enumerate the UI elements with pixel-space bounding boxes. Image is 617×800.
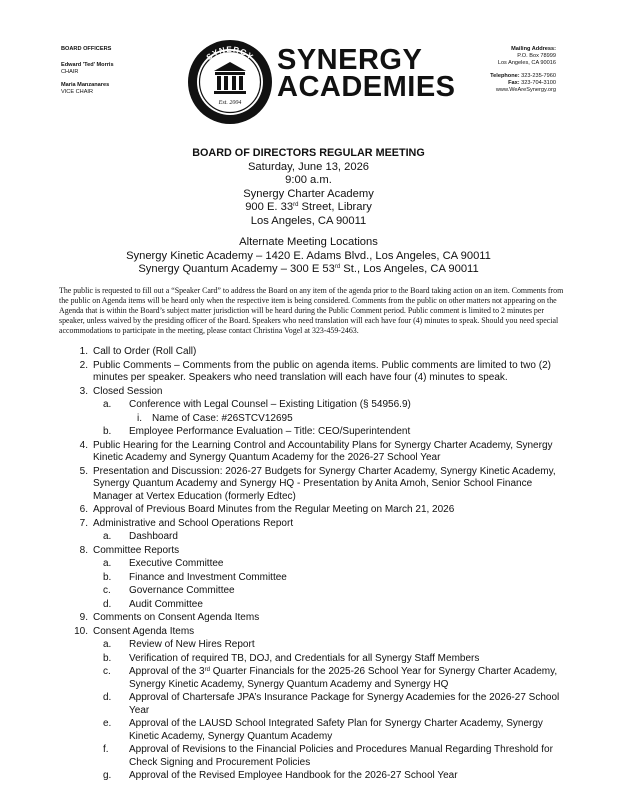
- agenda-item-3b: b. Employee Performance Evaluation – Title: CEO/Superintendent: [103, 426, 411, 437]
- fax-label: Fax:: [508, 80, 520, 86]
- meeting-location: Synergy Charter Academy: [243, 187, 374, 200]
- board-officers: [61, 46, 114, 96]
- svg-text:SYNERGY: SYNERGY: [204, 44, 256, 62]
- agenda-item-10e: e. Approval of the LAUSD School Integrated Safety Plan for Synergy Charter Academy, Synergy Kinetic Academy, Synergy Quantum Academy: [103, 718, 543, 742]
- alternate-locations: [0, 236, 617, 277]
- brand-line-2: ACADEMIES: [277, 71, 456, 103]
- telephone-line: [490, 73, 556, 80]
- mailing-label: Mailing Address:: [511, 46, 556, 52]
- fax-line: [490, 80, 556, 87]
- agenda-item-4: 4. Public Hearing for the Learning Control and Accountability Plans for Synergy Charter Academy, Synergy Kinetic Academy and Synergy Quantum Academy for the 2026-27 School Year: [79, 439, 553, 463]
- agenda-item-8b: b. Finance and Investment Committee: [103, 571, 287, 583]
- agenda-item-7a: a. Dashboard: [103, 531, 178, 542]
- meeting-info: [0, 147, 617, 228]
- synergy-seal-logo: [186, 38, 274, 126]
- contact-block: [490, 46, 556, 94]
- svg-text:Est. 2004: Est. 2004: [218, 100, 242, 106]
- alternate-location-2: Synergy Quantum Academy – 300 E 53rd St., Los Angeles, CA 90011: [138, 263, 479, 275]
- agenda-item-8d: d. Audit Committee: [103, 598, 203, 610]
- agenda-item-10a: a. Review of New Hires Report: [103, 639, 255, 650]
- agenda-item-10d: d. Approval of Chartersafe JPA’s Insurance Package for Synergy Academies for the 2026-27 School Year: [103, 692, 560, 716]
- po-box: P.O. Box 78999: [517, 53, 556, 59]
- vice-chair-title: VICE CHAIR: [61, 89, 94, 95]
- vice-chair-name: Maria Manzanares: [61, 82, 110, 88]
- alternate-heading: Alternate Meeting Locations: [239, 236, 378, 248]
- brand-line-1: SYNERGY: [277, 44, 423, 76]
- meeting-date: Saturday, June 13, 2026: [247, 160, 370, 173]
- agenda-item-10g: g. Approval of the Revised Employee Handbook for the 2026-27 School Year: [103, 770, 458, 781]
- agenda-item-3a-i: i. Name of Case: #26STCV12695: [137, 412, 293, 424]
- agenda-item-7: 7. Administrative and School Operations Report: [79, 517, 294, 529]
- public-notice: The public is requested to fill out a “Speaker Card” to address the Board on any item of the agenda prior to the Board taking action on an item. Comments from the public on Agenda items will be heard only when the respective item is being considered. Comments from the public on other matters not appearing on the Agenda that is within the Board’s subject matter jurisdiction will be heard during the Public Comment period. Public comment is limited to 2 minutes per speaker, unless waived by the presiding officer of the Board. Speakers who need translation will each have four (4) minutes to speak. Should you need special accommodations to participate in the meeting, please contact Christina Vogel at 323-459-2463.: [59, 286, 564, 335]
- fax-number: 323-704-3100: [521, 80, 556, 86]
- meeting-title: BOARD OF DIRECTORS REGULAR MEETING: [192, 147, 425, 159]
- agenda-item-10c: c. Approval of the 3rd Quarter Financials for the 2025-26 School Year for Synergy Charter Academy, Synergy Kinetic Academy, Synergy Quantum Academy and Synergy HQ: [103, 666, 558, 690]
- agenda-item-8a: a. Executive Committee: [103, 558, 224, 569]
- agenda-item-10f: f. Approval of Revisions to the Financial Policies and Procedures Manual Regarding Threshold for Check Signing and Procurement Policies: [103, 744, 553, 768]
- meeting-time: 9:00 a.m.: [285, 174, 332, 186]
- officers-heading: BOARD OFFICERS: [61, 46, 112, 52]
- alternate-location-1: Synergy Kinetic Academy – 1420 E. Adams Blvd., Los Angeles, CA 90011: [126, 249, 491, 262]
- agenda-item-8: 8. Committee Reports: [79, 544, 180, 556]
- meeting-address: 900 E. 33rd Street, Library: [245, 201, 372, 213]
- agenda-item-3: 3. Closed Session: [79, 385, 163, 397]
- chair-name: Edward 'Ted' Morris: [61, 62, 114, 68]
- chair-title: CHAIR: [61, 69, 79, 75]
- telephone-number: 323-235-7960: [521, 73, 556, 79]
- agenda-item-10: 10. Consent Agenda Items: [74, 625, 195, 637]
- agenda-item-10b: b. Verification of required TB, DOJ, and Credentials for all Synergy Staff Members: [103, 652, 480, 664]
- agenda-item-1: 1. Call to Order (Roll Call): [79, 346, 197, 357]
- agenda-list: [70, 346, 570, 784]
- meeting-city: Los Angeles, CA 90011: [250, 214, 367, 227]
- agenda-item-2: 2. Public Comments – Comments from the public on agenda items. Public comments are limited to two (2) minutes per speaker. Speakers who need translation will each have four (4) minutes to speak.: [79, 359, 551, 383]
- agenda-item-9: 9. Comments on Consent Agenda Items: [79, 612, 260, 623]
- agenda-item-6: 6. Approval of Previous Board Minutes from the Regular Meeting on March 21, 2026: [79, 504, 455, 515]
- mailing-city: Los Angeles, CA 90016: [497, 60, 556, 66]
- brand-wordmark: [277, 44, 456, 103]
- agenda-item-3a: a. Conference with Legal Counsel – Existing Litigation (§ 54956.9): [103, 399, 411, 410]
- telephone-label: Telephone:: [490, 73, 520, 79]
- agenda-item-8c: c. Governance Committee: [103, 585, 235, 596]
- website-link[interactable]: www.WeAreSynergy.org: [495, 87, 556, 93]
- agenda-item-5: 5. Presentation and Discussion: 2026-27 Budgets for Synergy Charter Academy, Synergy Kinetic Academy, Synergy Quantum Academy and Synergy HQ - Presentation by Anita Amoh, Senior School Finance Manager at Vertex Education (formerly Edtec): [79, 465, 556, 502]
